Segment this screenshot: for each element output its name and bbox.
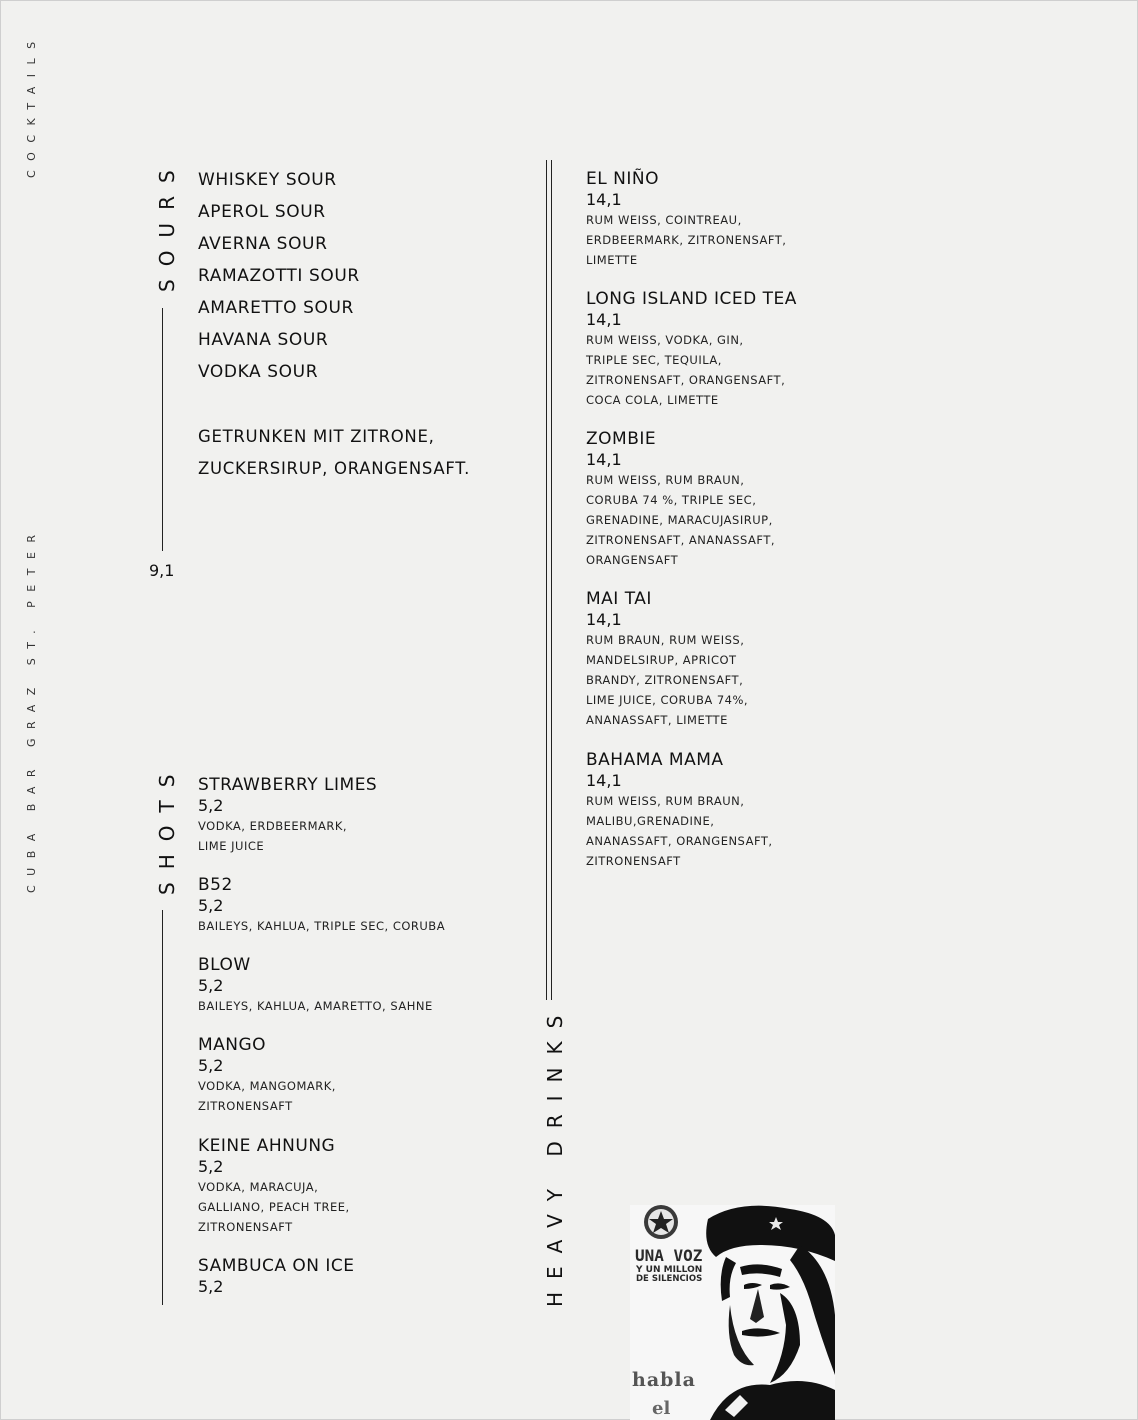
shot-name: MANGO [198,1035,267,1055]
shot-ingredients: GALLIANO, PEACH TREE, [198,1200,350,1214]
heavy-drink-price: 14,1 [586,771,622,790]
shot-item [198,1136,350,1237]
poster-word-2: el [652,1398,671,1419]
heavy-drink-price: 14,1 [586,310,622,329]
shot-price: 5,2 [198,976,224,995]
heavy-drink-name: EL NIÑO [586,169,659,189]
heavy-drink-ingredients: GRENADINE, MARACUJASIRUP, [586,513,773,527]
heavy-drink-ingredients: RUM WEISS, RUM BRAUN, [586,473,745,487]
heavy-drink-ingredients: ERDBEERMARK, ZITRONENSAFT, [586,233,787,247]
heavy-drink-item [586,750,773,871]
shot-ingredients: VODKA, MARACUJA, [198,1180,319,1194]
sours-item: HAVANA SOUR [198,330,329,350]
heavy-drink-ingredients: MANDELSIRUP, APRICOT [586,653,737,667]
heavy-drink-ingredients: RUM BRAUN, RUM WEISS, [586,633,745,647]
che-portrait-illustration [630,1205,835,1420]
sours-item: APEROL SOUR [198,202,326,222]
heavy-drink-name: ZOMBIE [586,429,657,449]
heavy-drink-ingredients: TRIPLE SEC, TEQUILA, [586,353,722,367]
heavy-drink-ingredients: RUM WEISS, COINTREAU, [586,213,742,227]
section-label-shots: SHOTS [155,761,179,895]
shot-item [198,875,445,936]
heavy-drink-name: BAHAMA MAMA [586,750,724,770]
poster-word-1: habla [632,1369,696,1391]
sours-item: AMARETTO SOUR [198,298,354,318]
heavy-drink-ingredients: ANANASSAFT, ORANGENSAFT, [586,834,773,848]
shot-price: 5,2 [198,1157,224,1176]
sours-item: RAMAZOTTI SOUR [198,266,360,286]
heavy-drink-ingredients: RUM WEISS, VODKA, GIN, [586,333,744,347]
heavy-drink-ingredients: COCA COLA, LIMETTE [586,393,719,407]
shot-item [198,955,433,1016]
heavy-drink-ingredients: ZITRONENSAFT, ORANGENSAFT, [586,373,786,387]
shot-name: B52 [198,875,233,895]
poster-text-line3: DE SILENCIOS [636,1274,703,1284]
shot-ingredients: ZITRONENSAFT [198,1220,293,1234]
sours-description-line: ZUCKERSIRUP, ORANGENSAFT. [198,459,471,478]
shot-price: 5,2 [198,1056,224,1075]
heavy-drink-ingredients: ZITRONENSAFT, ANANASSAFT, [586,533,776,547]
heavy-drink-item [586,589,748,730]
heavy-drink-ingredients: RUM WEISS, RUM BRAUN, [586,794,745,808]
heavy-drink-ingredients: MALIBU,GRENADINE, [586,814,715,828]
heavy-drink-name: MAI TAI [586,589,652,609]
shot-ingredients: BAILEYS, KAHLUA, TRIPLE SEC, CORUBA [198,919,446,933]
sours-price: 9,1 [149,561,175,580]
shot-name: BLOW [198,955,251,975]
shot-item [198,1256,355,1297]
section-label-heavy-drinks: HEAVY DRINKS [543,1002,567,1307]
shot-ingredients: LIME JUICE [198,839,265,853]
sours-item: AVERNA SOUR [198,234,328,254]
shots-divider-line [162,910,163,1305]
sours-description [198,421,470,485]
heavy-drink-ingredients: BRANDY, ZITRONENSAFT, [586,673,744,687]
sours-item: WHISKEY SOUR [198,170,337,190]
heavy-drink-ingredients: CORUBA 74 %, TRIPLE SEC, [586,493,757,507]
shot-ingredients: BAILEYS, KAHLUA, AMARETTO, SAHNE [198,999,433,1013]
shot-name: SAMBUCA ON ICE [198,1256,355,1276]
heavy-drink-ingredients: ANANASSAFT, LIMETTE [586,713,728,727]
heavy-drink-item [586,289,797,410]
poster-text-line1: UNA VOZ [635,1246,703,1265]
shot-item [198,775,377,856]
shot-price: 5,2 [198,1277,224,1296]
heavy-drink-ingredients: ZITRONENSAFT [586,854,681,868]
poster-text-line2: Y UN MILLON [636,1265,703,1275]
heavy-drink-ingredients: LIME JUICE, CORUBA 74%, [586,693,749,707]
shot-price: 5,2 [198,796,224,815]
heavy-drink-ingredients: ORANGENSAFT [586,553,679,567]
shot-ingredients: VODKA, MANGOMARK, [198,1079,336,1093]
side-label-category: COCKTAILS [25,32,38,178]
shot-price: 5,2 [198,896,224,915]
heavy-drink-ingredients: LIMETTE [586,253,638,267]
heavy-drink-price: 14,1 [586,610,622,629]
side-label-venue: CUBA BAR GRAZ ST. PETER [25,525,38,893]
heavy-drink-price: 14,1 [586,450,622,469]
heavy-divider-line-right [551,160,552,1000]
sours-description-line: GETRUNKEN MIT ZITRONE, [198,427,435,446]
sours-item: VODKA SOUR [198,362,319,382]
section-label-sours: SOURS [155,157,179,292]
shot-name: STRAWBERRY LIMES [198,775,378,795]
heavy-drink-item [586,169,786,270]
che-poster-image [630,1205,835,1420]
heavy-drink-item [586,429,775,570]
heavy-drink-name: LONG ISLAND ICED TEA [586,289,797,309]
shot-item [198,1035,336,1116]
heavy-divider-line-left [546,160,547,1000]
sours-divider-line [162,308,163,551]
shot-ingredients: ZITRONENSAFT [198,1099,293,1113]
shot-ingredients: VODKA, ERDBEERMARK, [198,819,348,833]
heavy-drink-price: 14,1 [586,190,622,209]
shot-name: KEINE AHNUNG [198,1136,336,1156]
